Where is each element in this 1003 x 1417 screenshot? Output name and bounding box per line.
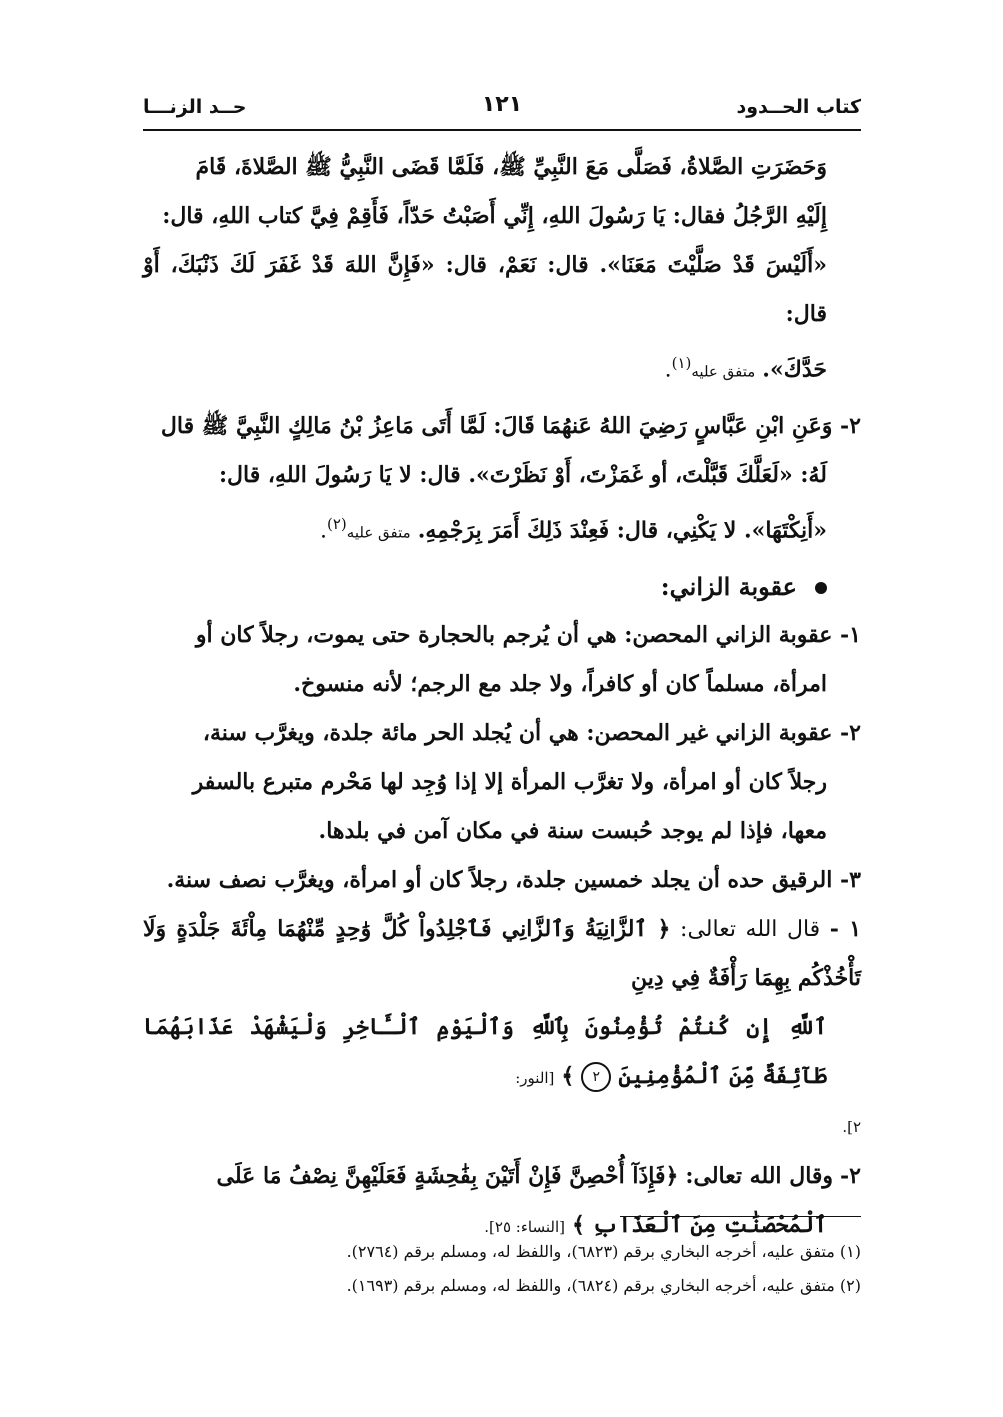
page-body [143,143,861,1252]
hadith-paragraph-2 [143,402,861,557]
section-heading [143,562,861,611]
text-line [143,709,861,758]
footnote: (٢) متفق عليه، أخرجه البخاري برقم (٦٨٢٤)، واللفظ له، ومسلم برقم (١٦٩٣). [346,1276,861,1295]
text-line [143,611,861,660]
list-item [143,611,861,709]
quran-verse-1 [143,905,861,1152]
verse-close: ﴾ [561,1062,575,1089]
list-item [143,709,861,856]
hadith-grading: متفق عليه [346,523,411,542]
text-fragment: حَدَّكَ». [762,356,827,383]
list-item [143,856,861,905]
item-number: ٣- [840,866,861,893]
text-fragment: عقوبة الزاني المحصن: هي أن يُرجم بالحجارة حتى يموت، رجلاً كان أو [195,621,833,648]
verse-reference: [النساء: ٢٥]. [484,1217,565,1236]
punctuation: . [664,357,672,383]
footnote: (١) متفق عليه، أخرجه البخاري برقم (٦٨٢٣)، واللفظ له، ومسلم برقم (٢٧٦٤). [346,1242,861,1261]
text-line: لَهُ: «لَعَلَّكَ قَبَّلْتَ، أو غَمَزْتَ، أَوْ نَظَرْتَ». قال: لا يَا رَسُولَ اللهِ، قال: [218,462,827,489]
item-number: ٢- [840,719,861,746]
verse-reference: ٢]. [842,1117,861,1136]
verse-text: ﴿فَإِذَآ أُحْصِنَّ فَإِنْ أَتَيْنَ بِفَٰحِشَةٍ فَعَلَيْهِنَّ نِصْفُ مَا عَلَى [216,1162,679,1189]
verse-text: ٱللَّهِ إِن كُنتُمْ تُؤْمِنُونَ بِٱللَّهِ وَٱلْيَوْمِ ٱلْـَٔاخِرِ وَلْيَشْهَدْ عَذَابَهُمَا طَآئِفَةٌ مِّنَ ٱلْمُؤْمِنِينَ [143,1013,827,1089]
item-number: ٢- [840,413,861,440]
bullet-icon [815,582,827,594]
text-line [143,500,861,557]
text-line: «أَلَيْسَ قَدْ صَلَّيْتَ مَعَنَا». قال: نَعَمْ، قال: «فَإِنَّ اللهَ قَدْ غَفَرَ لَكَ ذَنْبَكَ، أَوْ قال: [143,252,827,327]
text-line: معها، فإذا لم يوجد حُبست سنة في مكان آمن في بلدها. [318,817,827,844]
verse-text: ٱلْمُحْصَنَٰتِ مِنَ ٱلْعَذَابِ ﴾ [571,1211,827,1238]
text-line: وَحَضَرَتِ الصَّلاةُ، فَصَلَّى مَعَ النَّبِيِّ ﷺ، فَلَمَّا قَضَى النَّبِيُّ ﷺ الصَّلاةَ، قَامَ [195,154,827,180]
footnote-ref: (١) [671,354,692,372]
page-number: ١٢١ [481,92,523,117]
punctuation: . [320,518,327,544]
text-line [143,856,861,905]
footnotes [143,1235,861,1303]
text-line [143,1003,861,1103]
verse-text: ﴿ ٱلزَّانِيَةُ وَٱلزَّانِي فَٱجْلِدُواْ كُلَّ وَٰحِدٍ مِّنْهُمَا مِاْئَةَ جَلْدَةٍ وَلَا تَأْخُذْكُم بِهِمَا رَأْفَةٌ فِي دِينِ [143,915,861,991]
text-line: امرأة، مسلماً كان أو كافراً، ولا جلد مع الرجم؛ لأنه منسوخ. [293,670,827,697]
text-fragment: عقوبة الزاني غير المحصن: هي أن يُجلد الحر مائة جلدة، ويغرَّب سنة، [202,719,833,746]
verse-reference: [النور: [515,1068,555,1087]
running-header [143,92,861,130]
item-number: ٢- [840,1162,861,1189]
footnote-rule [620,1216,861,1217]
section-heading-text: عقوبة الزاني: [660,571,797,601]
hadith-paragraph-1 [143,143,861,396]
header-rule [143,129,861,131]
verse-intro: قال الله تعالى: [680,916,821,942]
text-line [143,339,827,396]
text-fragment: الرقيق حده أن يجلد خمسين جلدة، رجلاً كان أو امرأة، ويغرَّب نصف سنة. [166,866,833,893]
footnote-ref: (٢) [327,515,347,534]
text-line [143,402,861,451]
verse-intro: وقال الله تعالى: [685,1162,834,1189]
text-line: رجلاً كان أو امرأة، ولا تغرَّب المرأة إلا إذا وُجِد لها مَحْرم متبرع بالسفر [192,768,827,795]
item-number: ١- [840,621,861,648]
text-line [143,1152,861,1201]
hadith-grading: متفق عليه [691,362,756,381]
text-line [143,905,861,1003]
section-title-header: حــد الزنـــا [143,96,247,118]
ayah-number-icon: ٢ [581,1062,611,1092]
text-fragment: «أَنِكْتَهَا». لا يَكْنِي، قال: فَعِنْدَ ذَلِكَ أَمَرَ بِرَجْمِهِ. [417,517,827,544]
text-fragment: وَعَنِ ابْنِ عَبَّاسٍ رَضِيَ اللهُ عَنهُمَا قَالَ: لَمَّا أَتَى مَاعِزُ بْنُ مَالِكٍ النَّبِيَّ ﷺ قال [160,413,833,440]
item-number: ١ - [829,915,862,942]
text-line: إِلَيْهِ الرَّجُلُ فقال: يَا رَسُولَ اللهِ، إِنِّي أَصَبْتُ حَدّاً، فَأَقِمْ فِيَّ كتاب اللهِ، قال: [162,203,827,229]
chapter-title: كتاب الحــدود [736,96,861,118]
